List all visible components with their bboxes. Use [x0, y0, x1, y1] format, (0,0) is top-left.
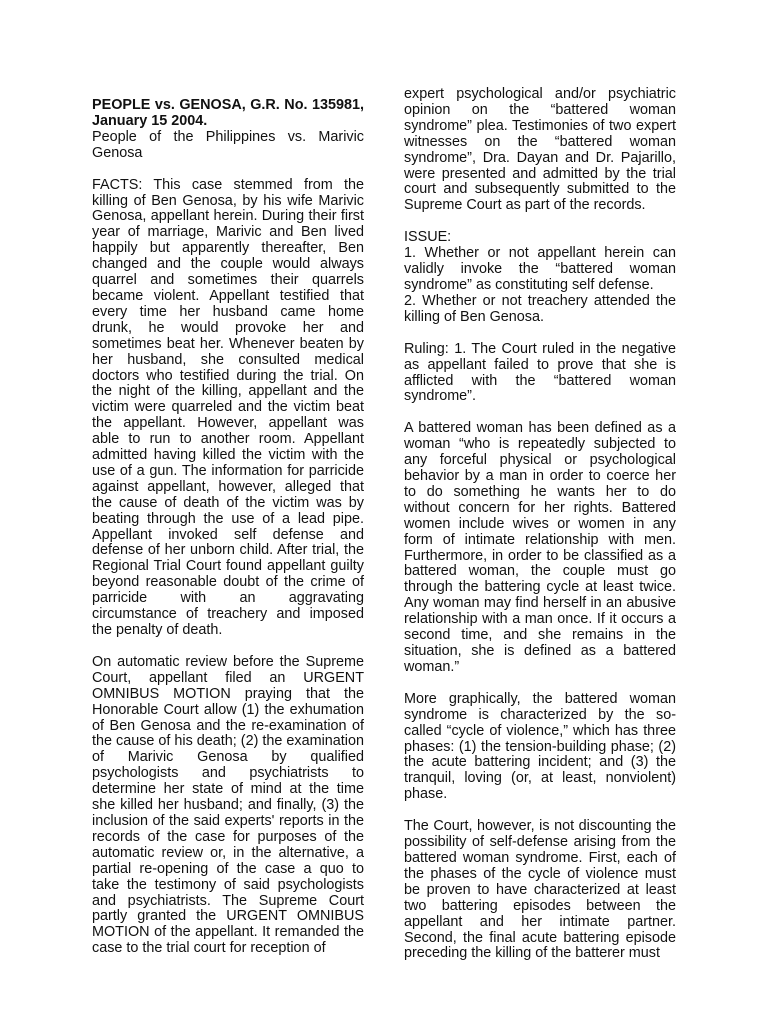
case-parties: People of the Philippines vs. Marivic Genosa — [92, 128, 364, 161]
definition-paragraph: A battered woman has been defined as a woman “who is repeatedly subjected to any forceful physical or psychological behavior by a man in order to coerce her to do something he wants her to do without concern for her rights. Battered women include wives or women in any form of intimate relationship with men. Furthermore, in order to be classified as a battered woman, the couple must go through the battering cycle at least twice. Any woman may find herself in an abusive relationship with a man once. If it occurs a second time, and she remains in the situation, she is defined as a battered woman.” — [404, 420, 676, 675]
ruling-paragraph: Ruling: 1. The Court ruled in the negative as appellant failed to prove that she is afflicted with the “battered woman syndrome”. — [404, 340, 676, 405]
court-paragraph: The Court, however, is not discounting the possibility of self-defense arising from the battered woman syndrome. First, each of the phases of the cycle of violence must be proven to have characterized at least two battering episodes between the appellant and her intimate partner. Second, the final acute battering episode preceding the killing of the batterer must — [404, 818, 676, 962]
issue-two: 2. Whether or not treachery attended the killing of Ben Genosa. — [404, 292, 676, 325]
issue-label: ISSUE: — [404, 229, 452, 246]
right-column — [404, 0, 676, 978]
continuation-paragraph: expert psychological and/or psychiatric opinion on the “battered woman syndrome” plea. Testimonies of two expert witnesses on the “battered woman syndrome”, Dra. Dayan and Dr. Pajarillo, were presented and admitted by the trial court and subsequently submitted to the Supreme Court as part of the records. — [404, 86, 676, 214]
review-paragraph: On automatic review before the Supreme Court, appellant filed an URGENT OMNIBUS MOTION praying that the Honorable Court allow (1) the exhumation of Ben Genosa and the re-examination of the cause of his death; (2) the examination of Marivic Genosa by qualified psychologists and psychiatrists to determine her state of mind at the time she killed her husband; and finally, (3) the inclusion of the said experts' reports in the records of the case for purposes of the automatic review or, in the alternative, a partial re-opening of the case a quo to take the testimony of said psychologists and psychiatrists. The Supreme Court partly granted the URGENT OMNIBUS MOTION of the appellant. It remanded the case to the trial court for reception of — [92, 653, 364, 957]
left-column — [92, 0, 364, 973]
issue-one: 1. Whether or not appellant herein can validly invoke the “battered woman syndrome” as constituting self defense. — [404, 245, 676, 293]
facts-paragraph: FACTS: This case stemmed from the killing of Ben Genosa, by his wife Marivic Genosa, appellant herein. During their first year of marriage, Marivic and Ben lived happily but apparently thereafter, Ben changed and the couple would always quarrel and sometimes their quarrels became violent. Appellant testified that every time her husband came home drunk, he would provoke her and sometimes beat her. Whenever beaten by her husband, she consulted medical doctors who testified during the trial. On the night of the killing, appellant and the victim were quarreled and the victim beat the appellant. However, appellant was able to run to another room. Appellant admitted having killed the victim with the use of a gun. The information for parricide against appellant, however, alleged that the cause of death of the victim was by beating through the use of a lead pipe. Appellant invoked self defense and defense of her unborn child. After trial, the Regional Trial Court found appellant guilty beyond reasonable doubt of the crime of parricide with an aggravating circumstance of treachery and imposed the penalty of death. — [92, 176, 364, 638]
case-title: PEOPLE vs. GENOSA, G.R. No. 135981, January 15 2004. — [92, 97, 364, 129]
cycle-paragraph: More graphically, the battered woman syndrome is characterized by the so-called “cycle of violence,” which has three phases: (1) the tension-building phase; (2) the acute battering incident; and (3) the tranquil, loving (or, at least, nonviolent) phase. — [404, 690, 676, 803]
